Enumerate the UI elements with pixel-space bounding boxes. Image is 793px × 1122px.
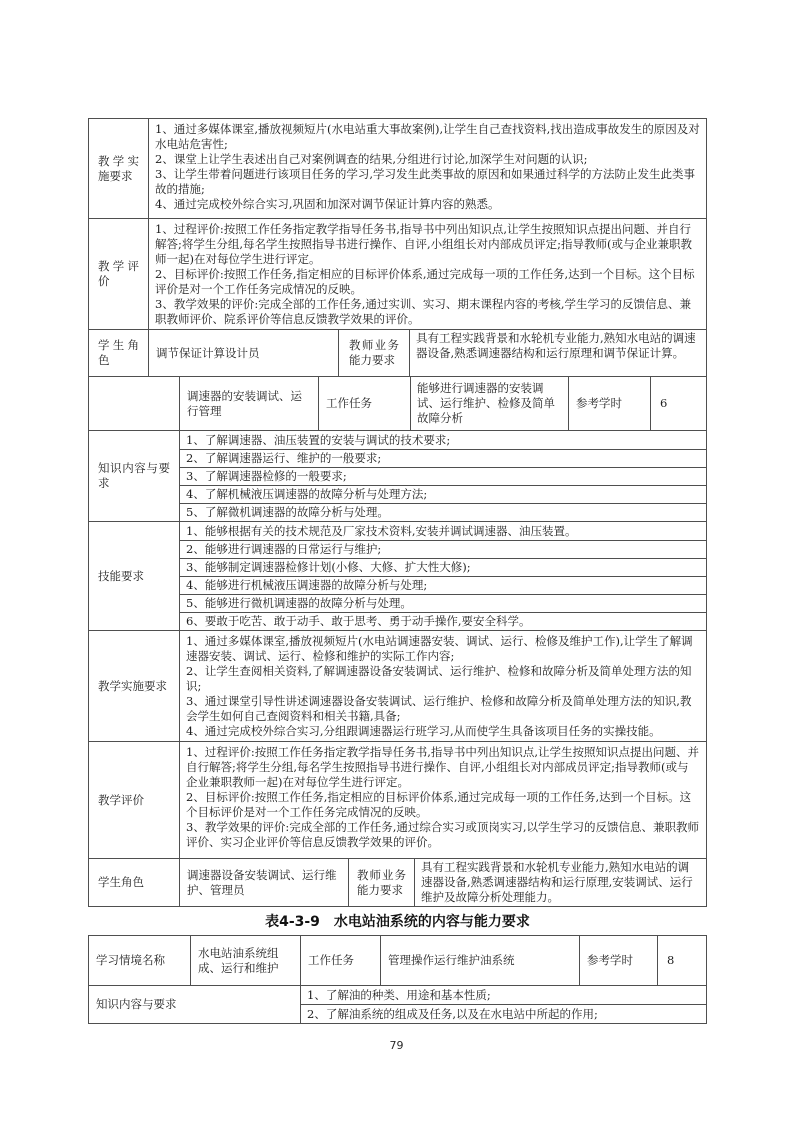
row-label: 技能要求 <box>98 568 144 583</box>
list-item: 5、能够进行微机调速器的故障分析与处理。 <box>180 594 706 612</box>
reference-hours-label: 参考学时 <box>579 936 657 985</box>
row-content-cell <box>179 631 706 741</box>
row-label-cell <box>89 742 179 858</box>
row-teaching-implementation-2 <box>89 630 706 741</box>
reference-hours-value: 6 <box>650 377 706 430</box>
list-item: 2、课堂上让学生表述出自己对案例调查的结果,分组进行讨论,加深学生对问题的认识; <box>155 152 588 166</box>
row-label-cell <box>89 631 179 741</box>
list-item: 1、通过多媒体课室,播放视频短片(水电站调速器安装、调试、运行、检修及维护工作),让学生了解调速器安装、调试、运行、检修和维护的实际工作内容; <box>186 634 693 663</box>
list-item: 6、要敢于吃苦、敢于动手、敢于思考、勇于动手操作,要安全科学。 <box>180 612 706 630</box>
row-learning-situation <box>89 936 706 985</box>
row-label: 知识内容与要求 <box>96 997 177 1011</box>
list-item: 1、能够根据有关的技术规范及厂家技术资料,安装并调试调速器、油压装置。 <box>186 523 577 538</box>
row-student-role-1 <box>89 329 706 376</box>
work-task-label: 工作任务 <box>318 377 410 430</box>
list-item: 2、让学生查阅相关资料,了解调速器设备安装调试、运行维护、检修和故障分析及简单处理方法的知识; <box>186 664 692 693</box>
row-teaching-evaluation-2 <box>89 741 706 858</box>
work-task-value: 管理操作运行维护油系统 <box>380 936 579 985</box>
list-item: 3、能够制定调速器检修计划(小修、大修、扩大性大修); <box>180 558 706 576</box>
learning-situation-label: 学习情境名称 <box>96 953 165 967</box>
student-role-value: 调速器设备安装调试、运行维护、管理员 <box>179 859 348 906</box>
row-label: 学生角色 <box>98 338 139 367</box>
list-item: 1、了解油的种类、用途和基本性质; <box>307 987 491 1002</box>
list-item: 1、了解调速器、油压装置的安装与调试的技术要求; <box>186 432 451 447</box>
table-governor-requirements <box>88 118 707 907</box>
row-knowledge-requirements <box>89 430 706 521</box>
row-label-cell <box>89 522 179 630</box>
teacher-ability-label: 教师业务能力要求 <box>357 867 406 897</box>
list-item: 1、过程评价:按照工作任务指定教学指导任务书,指导书中列出知识点,让学生按照知识点提出问题、并自行解答;将学生分组,每名学生按照指导书进行操作、自评,小组组长对内部成员评定;指导教师(或与企业兼职教师一起)在对每位学生进行评定。 <box>186 745 699 789</box>
list-item: 2、能够进行调速器的日常运行与维护; <box>180 540 706 558</box>
row-work-task-header <box>89 376 706 430</box>
learning-situation-value: 水电站油系统组成、运行和维护 <box>190 936 300 985</box>
teacher-ability-value: 具有工程实践背景和水轮机专业能力,熟知水电站的调速器设备,熟悉调速器结构和运行原理,安装调试、运行维护及故障分析处理能力。 <box>414 859 706 906</box>
student-role-value: 调节保证计算设计员 <box>148 330 338 376</box>
row-content-cell <box>148 219 706 329</box>
row-content-cell <box>300 986 706 1023</box>
list-item: 4、了解机械液压调速器的故障分析与处理方法; <box>180 485 706 503</box>
list-item: 3、教学效果的评价:完成全部的工作任务,通过实训、实习、期末课程内容的考核,学生学习的反馈信息、兼职教师评价、院系评价等信息反馈教学效果的评价。 <box>155 297 691 326</box>
row-label-cell <box>89 431 179 521</box>
list-item: 3、让学生带着问题进行该项目任务的学习,学习发生此类事故的原因和如果通过科学的方法防止发生此类事故的措施; <box>155 167 695 196</box>
list-item: 2、目标评价:按照工作任务,指定相应的目标评价体系,通过完成每一项的工作任务,达到一个目标。这个目标评价是对一个工作任务完成情况的反映。 <box>186 790 692 819</box>
list-item: 4、能够进行机械液压调速器的故障分析与处理; <box>180 576 706 594</box>
row-content-cell <box>179 431 706 521</box>
row-knowledge-requirements <box>89 985 706 1023</box>
learning-situation-value: 调速器的安装调试、运行管理 <box>179 377 318 430</box>
teacher-ability-label-cell <box>348 859 414 906</box>
list-item: 1、通过多媒体课室,播放视频短片(水电站重大事故案例),让学生自己查找资料,找出造成事故发生的原因及对水电站危害性; <box>155 122 700 151</box>
table-oil-system-requirements <box>88 935 707 1024</box>
row-student-role-2 <box>89 858 706 906</box>
row-label: 知识内容与要求 <box>98 461 170 490</box>
row-label-cell <box>89 859 179 906</box>
list-item: 3、教学效果的评价:完成全部的工作任务,通过综合实习或顶岗实习,以学生学习的反馈信息、兼职教师评价、实习企业评价等信息反馈教学效果的评价。 <box>186 820 699 849</box>
row-label-cell <box>89 119 148 218</box>
page-content <box>88 118 707 1024</box>
teacher-ability-value: 具有工程实践背景和水轮机专业能力,熟知水电站的调速器设备,熟悉调速器结构和运行原理和调节保证计算。 <box>409 330 706 376</box>
empty-cell <box>89 377 179 430</box>
row-content-cell <box>148 119 706 218</box>
page-number: 79 <box>389 1039 404 1052</box>
work-task-value: 能够进行调速器的安装调试、运行维护、检修及简单故障分析 <box>410 377 568 430</box>
list-item: 2、了解调速器运行、维护的一般要求; <box>180 449 706 467</box>
list-item: 2、了解油系统的组成及任务,以及在水电站中所起的作用; <box>301 1004 706 1023</box>
row-skill-requirements <box>89 521 706 630</box>
work-task-label: 工作任务 <box>300 936 380 985</box>
reference-hours-label: 参考学时 <box>568 377 650 430</box>
list-item: 4、通过完成校外综合实习,巩固和加深对调节保证计算内容的熟悉。 <box>155 197 500 211</box>
list-item: 4、通过完成校外综合实习,分组跟调速器运行班学习,从而使学生具备该项目任务的实操技能。 <box>186 724 661 738</box>
row-label-cell <box>89 330 148 376</box>
reference-hours-value: 8 <box>657 936 706 985</box>
row-label: 教学实施要求 <box>98 678 167 693</box>
list-item: 5、了解微机调速器的故障分析与处理。 <box>180 503 706 521</box>
row-teaching-implementation-1 <box>89 119 706 218</box>
teacher-ability-label-cell <box>338 330 409 376</box>
row-content-cell <box>179 742 706 858</box>
table-caption: 表4-3-9 水电站油系统的内容与能力要求 <box>265 914 530 930</box>
list-item: 3、了解调速器检修的一般要求; <box>180 467 706 485</box>
list-item: 3、通过课堂引导性讲述调速器设备安装调试、运行维护、检修和故障分析及简单处理方法的知识,教会学生如何自己查阅资料和相关书籍,具备; <box>186 694 692 723</box>
row-label: 教学评价 <box>98 259 139 288</box>
row-label: 学生角色 <box>98 875 144 889</box>
teacher-ability-label: 教师业务能力要求 <box>349 338 399 367</box>
list-item: 1、过程评价:按照工作任务指定教学指导任务书,指导书中列出知识点,让学生按照知识点提出问题、并自行解答;将学生分组,每名学生按照指导书进行操作、自评,小组组长对内部成员评定;指导教师(或与企业兼职教师一起)在对每位学生进行评定。 <box>155 222 693 266</box>
row-label: 教学实施要求 <box>98 153 139 183</box>
list-item: 2、目标评价:按照工作任务,指定相应的目标评价体系,通过完成每一项的工作任务,达到一个目标。这个目标评价是对一个工作任务完成情况的反映。 <box>155 267 695 296</box>
row-content-cell <box>179 522 706 630</box>
row-teaching-evaluation-1 <box>89 218 706 329</box>
row-label-cell <box>89 219 148 329</box>
row-label: 教学评价 <box>98 792 144 807</box>
